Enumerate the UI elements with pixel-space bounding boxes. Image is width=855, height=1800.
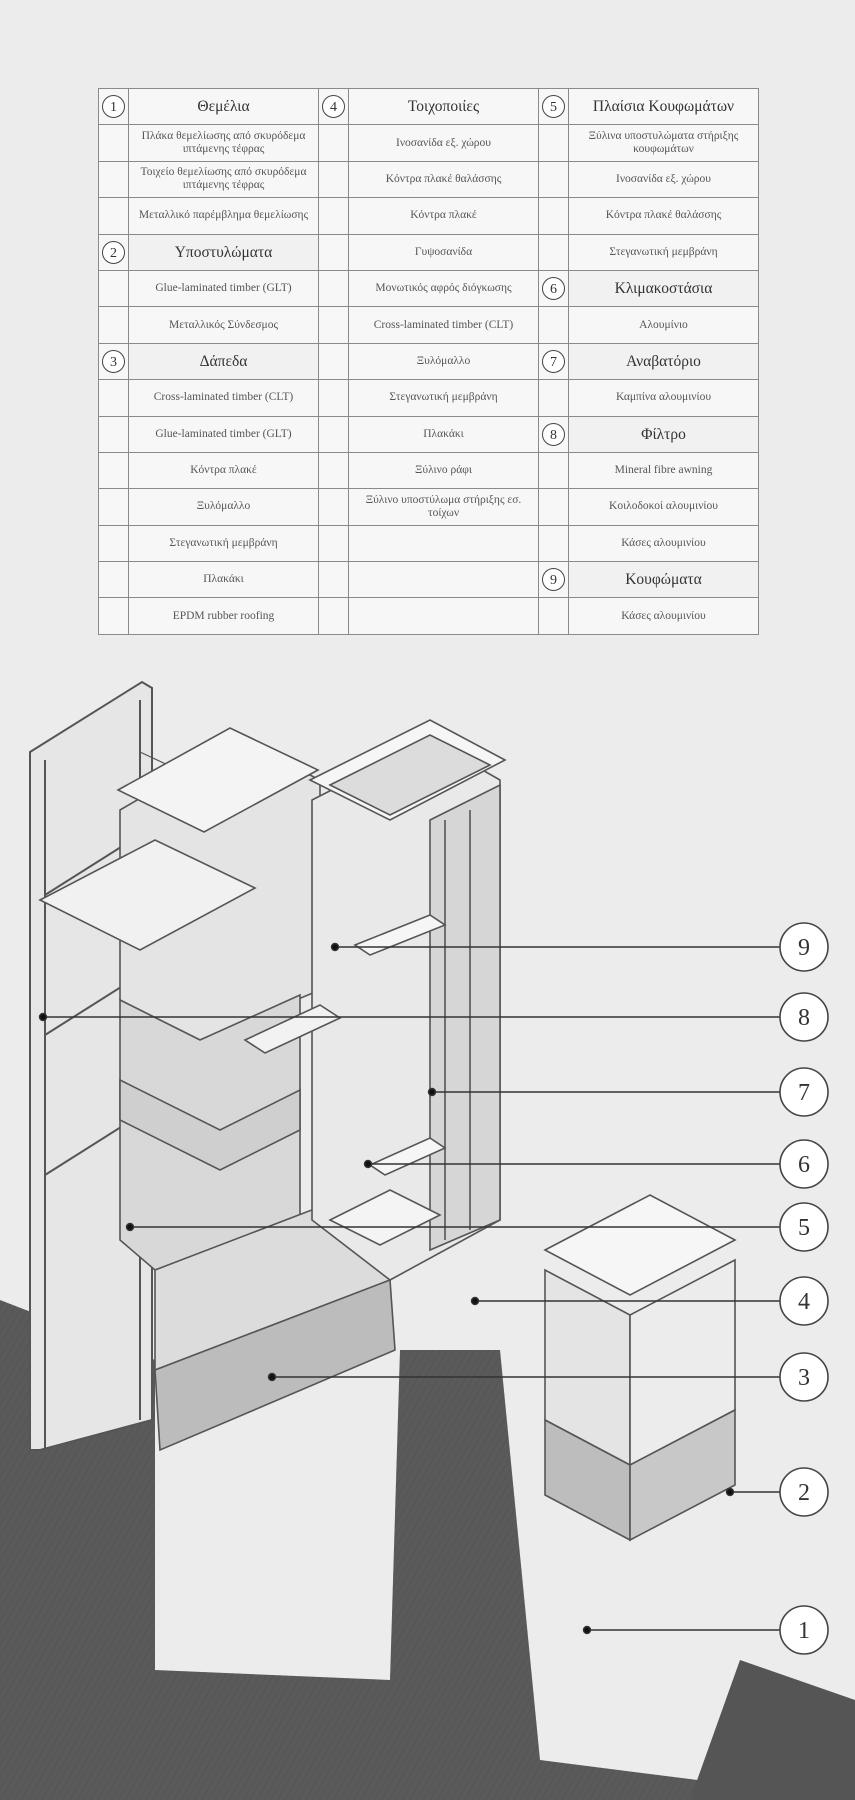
legend-item: Κόντρα πλακέ: [129, 452, 319, 488]
legend-item: Ινοσανίδα εξ. χώρου: [349, 125, 539, 161]
legend-item: Mineral fibre awning: [569, 452, 759, 488]
callout-9: [780, 923, 828, 971]
legend-item: Cross-laminated timber (CLT): [129, 380, 319, 416]
annex-building: [545, 1195, 735, 1540]
svg-text:7: 7: [798, 1080, 810, 1106]
group-number-badge: 2: [102, 241, 125, 264]
axonometric-drawing: [0, 660, 855, 1800]
legend-item: Ξυλόμαλλο: [349, 343, 539, 379]
svg-text:4: 4: [798, 1289, 810, 1315]
legend-item: Ξυλόμαλλο: [129, 489, 319, 525]
legend-item: Μεταλλικός Σύνδεσμος: [129, 307, 319, 343]
callout-8: [780, 993, 828, 1041]
legend-item: Στεγανωτική μεμβράνη: [349, 380, 539, 416]
legend-item: Κόντρα πλακέ: [349, 198, 539, 234]
legend-item: Κοιλοδοκοί αλουμινίου: [569, 489, 759, 525]
legend-item: Γυψοσανίδα: [349, 234, 539, 270]
legend-item: Κάσες αλουμινίου: [569, 598, 759, 634]
group-title-stairs: Κλιμακοστάσια: [569, 270, 759, 306]
group-number-badge: 1: [102, 95, 125, 118]
legend-item: EPDM rubber roofing: [129, 598, 319, 634]
group-number-badge: 8: [542, 423, 565, 446]
svg-text:2: 2: [798, 1480, 810, 1506]
callout-6: [780, 1140, 828, 1188]
legend-item: Ξύλινα υποστυλώματα στήριξης κουφωμάτων: [569, 125, 759, 161]
legend-item: Glue-laminated timber (GLT): [129, 416, 319, 452]
svg-text:6: 6: [798, 1152, 810, 1178]
callout-5: [780, 1203, 828, 1251]
legend-item: Ξύλινο ράφι: [349, 452, 539, 488]
legend-item: Κόντρα πλακέ θαλάσσης: [349, 161, 539, 197]
svg-text:3: 3: [798, 1365, 810, 1391]
callout-3: [780, 1353, 828, 1401]
svg-text:5: 5: [798, 1215, 810, 1241]
callout-2: [780, 1468, 828, 1516]
group-number-badge: 9: [542, 568, 565, 591]
legend-item: Στεγανωτική μεμβράνη: [129, 525, 319, 561]
group-number-badge: 5: [542, 95, 565, 118]
legend-item: Πλάκα θεμελίωσης από σκυρόδεμα ιπτάμενης τέφρας: [129, 125, 319, 161]
legend-item: Πλακάκι: [349, 416, 539, 452]
callout-1: [780, 1606, 828, 1654]
group-title-floors: Δάπεδα: [129, 343, 319, 379]
group-title-elevator: Αναβατόριο: [569, 343, 759, 379]
legend-item: Κόντρα πλακέ θαλάσσης: [569, 198, 759, 234]
group-title-foundations: Θεμέλια: [129, 89, 319, 125]
legend-item: Μεταλλικό παρέμβλημα θεμελίωσης: [129, 198, 319, 234]
legend-item: Πλακάκι: [129, 562, 319, 598]
group-number-badge: 7: [542, 350, 565, 373]
legend-item: Αλουμίνιο: [569, 307, 759, 343]
svg-text:9: 9: [798, 935, 810, 961]
group-title-walls: Τοιχοποιίες: [349, 89, 539, 125]
group-title-frames: Πλαίσια Κουφωμάτων: [569, 89, 759, 125]
legend-item: Στεγανωτική μεμβράνη: [569, 234, 759, 270]
materials-legend-table: [98, 88, 759, 635]
legend-item: Κάσες αλουμινίου: [569, 525, 759, 561]
callout-7: [780, 1068, 828, 1116]
group-title-columns: Υποστυλώματα: [129, 234, 319, 270]
legend-item: Τοιχείο θεμελίωσης από σκυρόδεμα ιπτάμενης τέφρας: [129, 161, 319, 197]
group-number-badge: 4: [322, 95, 345, 118]
callout-4: [780, 1277, 828, 1325]
right-slope-ground: [690, 1660, 855, 1800]
legend-item: Glue-laminated timber (GLT): [129, 270, 319, 306]
legend-item: Μονωτικός αφρός διόγκωσης: [349, 270, 539, 306]
group-number-badge: 3: [102, 350, 125, 373]
group-title-filter: Φίλτρο: [569, 416, 759, 452]
legend-item: Ξύλινο υποστύλωμα στήριξης εσ. τοίχων: [349, 489, 539, 525]
group-number-badge: 6: [542, 277, 565, 300]
group-title-windows: Κουφώματα: [569, 562, 759, 598]
legend-item: Cross-laminated timber (CLT): [349, 307, 539, 343]
svg-text:1: 1: [798, 1618, 810, 1644]
svg-text:8: 8: [798, 1005, 810, 1031]
legend-item: Καμπίνα αλουμινίου: [569, 380, 759, 416]
legend-item: Ινοσανίδα εξ. χώρου: [569, 161, 759, 197]
